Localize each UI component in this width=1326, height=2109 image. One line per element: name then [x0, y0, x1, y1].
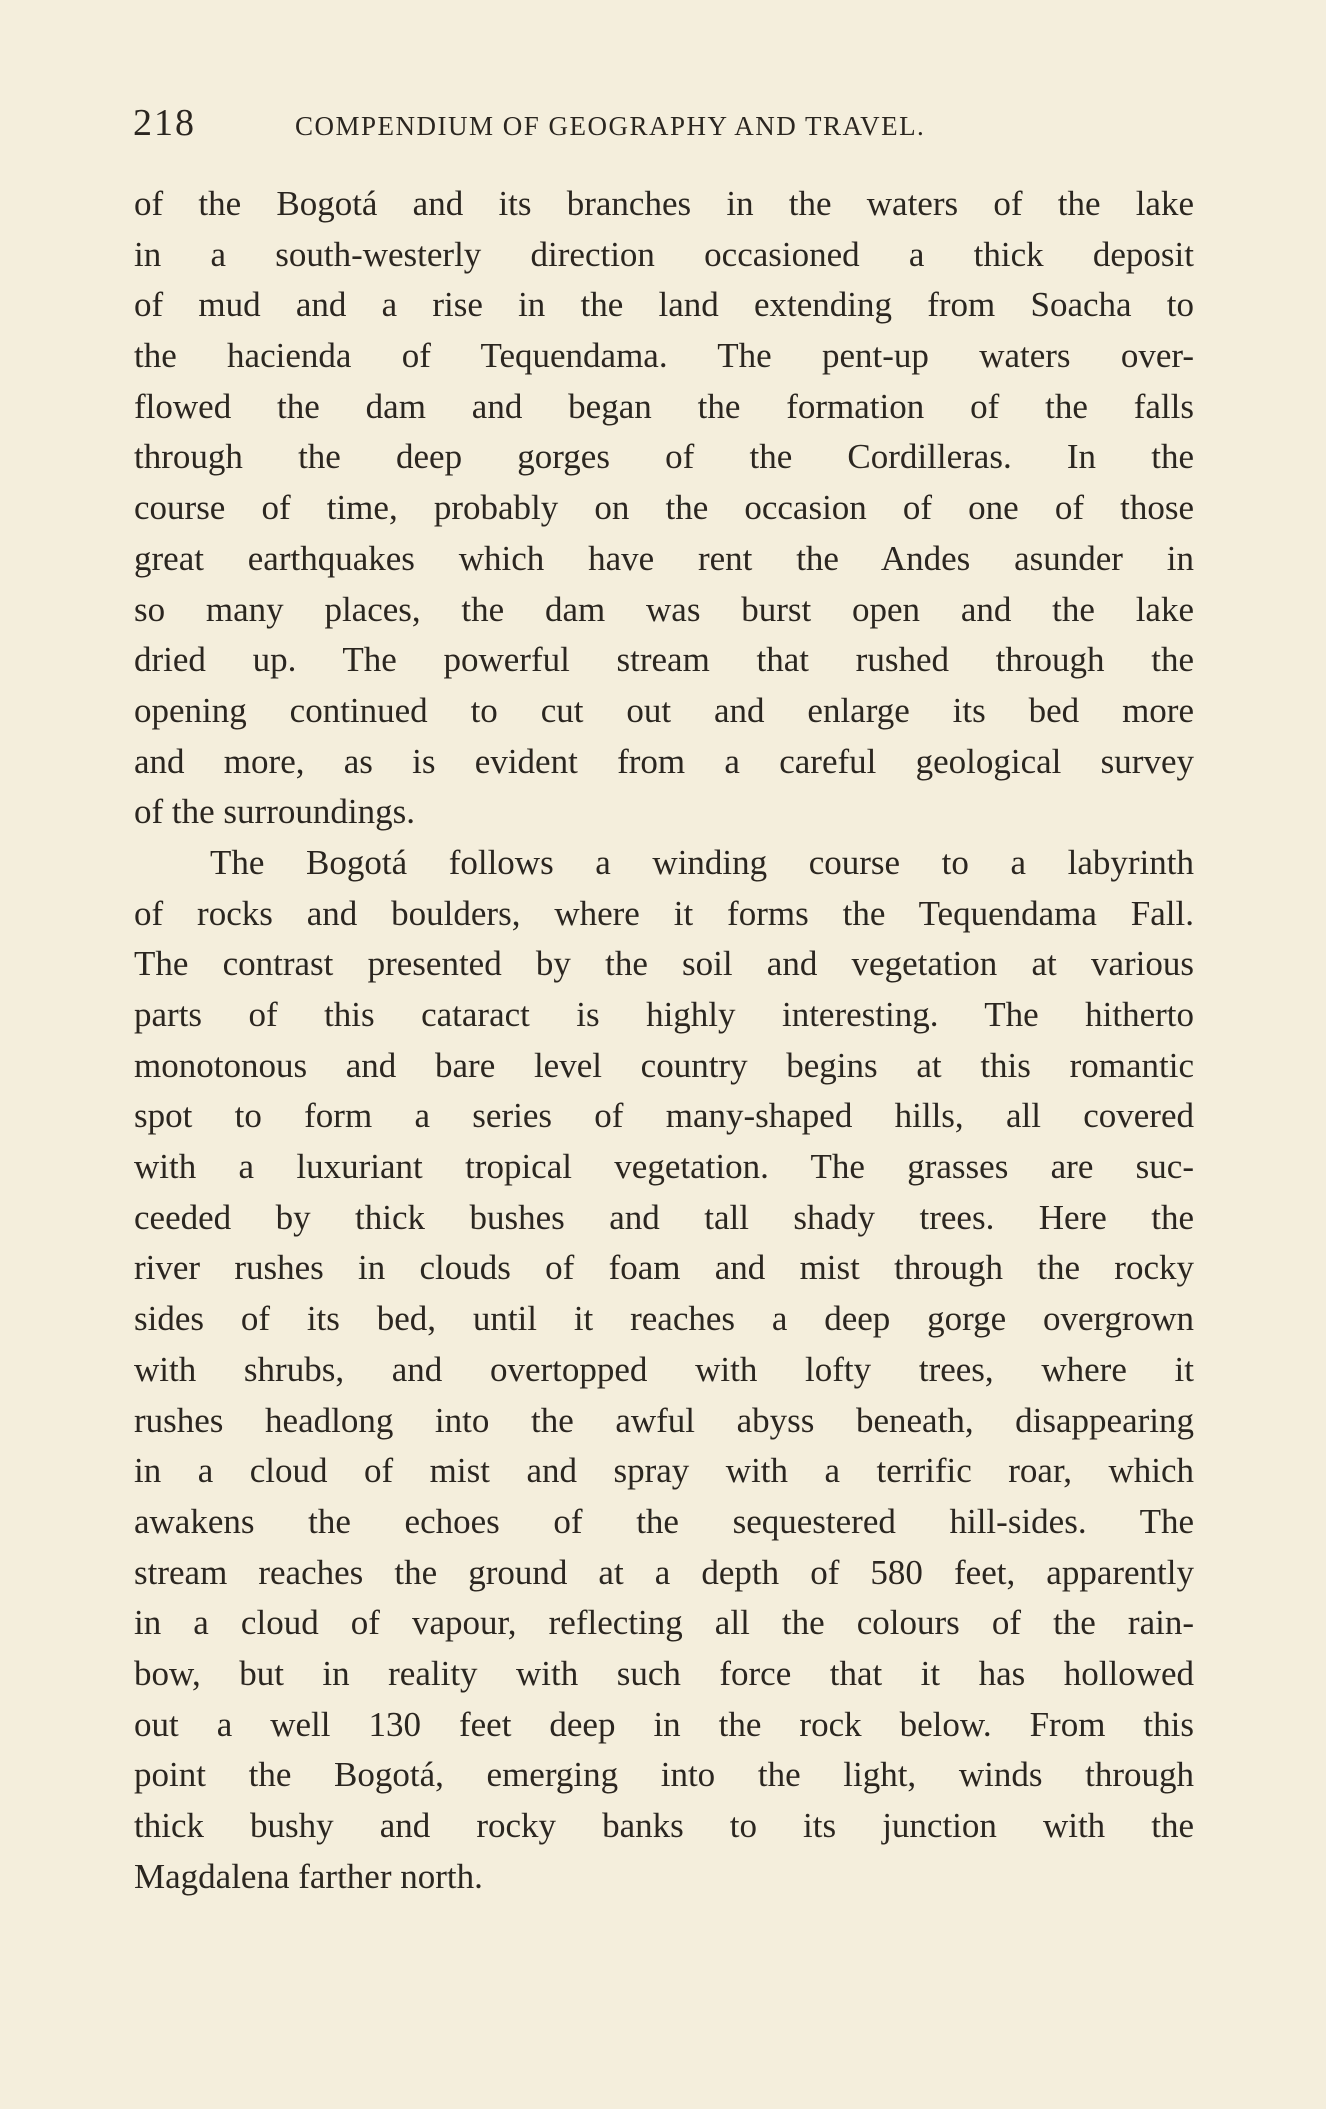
text-line: of the Bogotá and its branches in the waters of the lake: [134, 184, 1194, 223]
text-line: river rushes in clouds of foam and mist through the rocky: [134, 1248, 1194, 1288]
text-line: The Bogotá follows a winding course to a labyrinth: [210, 842, 1194, 882]
text-line: awakens the echoes of the sequestered hill-sides. The: [134, 1501, 1194, 1541]
text-line: through the deep gorges of the Cordilleras. In the: [134, 437, 1194, 477]
text-line: point the Bogotá, emerging into the light, winds through: [134, 1755, 1194, 1795]
text-line: of mud and a rise in the land extending from Soacha to: [134, 285, 1194, 325]
text-line: out a well 130 feet deep in the rock below. From this: [134, 1704, 1194, 1744]
text-line: thick bushy and rocky banks to its junction with the: [134, 1806, 1194, 1845]
text-line: flowed the dam and began the formation of the falls: [134, 386, 1194, 426]
text-line: dried up. The powerful stream that rushed through the: [134, 640, 1194, 680]
text-line: and more, as is evident from a careful geological survey: [134, 741, 1194, 781]
text-line: monotonous and bare level country begins at this romantic: [134, 1045, 1194, 1085]
text-line: in a south-westerly direction occasioned a thick deposit: [134, 234, 1194, 274]
text-line: with shrubs, and overtopped with lofty trees, where it: [134, 1349, 1194, 1389]
text-line: bow, but in reality with such force that it has hollowed: [134, 1653, 1194, 1693]
text-line: the hacienda of Tequendama. The pent-up waters over-: [134, 336, 1194, 376]
text-line: in a cloud of vapour, reflecting all the colours of the rain-: [134, 1603, 1194, 1643]
text-line: of the surroundings.: [134, 792, 415, 832]
text-line: Magdalena farther north.: [134, 1856, 483, 1896]
text-line: in a cloud of mist and spray with a terrific roar, which: [134, 1451, 1194, 1491]
text-line: great earthquakes which have rent the Andes asunder in: [134, 538, 1194, 578]
text-line: parts of this cataract is highly interesting. The hitherto: [134, 995, 1194, 1034]
page-number: 218: [133, 102, 196, 144]
text-line: of rocks and boulders, where it forms the Tequendama Fall.: [134, 893, 1194, 933]
text-line: course of time, probably on the occasion of one of those: [134, 488, 1194, 528]
text-line: stream reaches the ground at a depth of 580 feet, apparently: [134, 1552, 1194, 1592]
running-title: COMPENDIUM OF GEOGRAPHY AND TRAVEL.: [295, 111, 926, 141]
text-line: rushes headlong into the awful abyss beneath, disappearing: [134, 1400, 1194, 1440]
running-head: [133, 98, 1033, 148]
text-line: The contrast presented by the soil and vegetation at various: [134, 944, 1194, 984]
text-line: spot to form a series of many-shaped hills, all covered: [134, 1096, 1194, 1136]
text-line: opening continued to cut out and enlarge its bed more: [134, 690, 1194, 730]
text-line: sides of its bed, until it reaches a deep gorge overgrown: [134, 1299, 1194, 1339]
text-line: ceeded by thick bushes and tall shady trees. Here the: [134, 1197, 1194, 1237]
text-line: with a luxuriant tropical vegetation. The grasses are suc-: [134, 1147, 1194, 1187]
body-text: [134, 179, 1194, 1902]
text-line: so many places, the dam was burst open and the lake: [134, 589, 1194, 629]
